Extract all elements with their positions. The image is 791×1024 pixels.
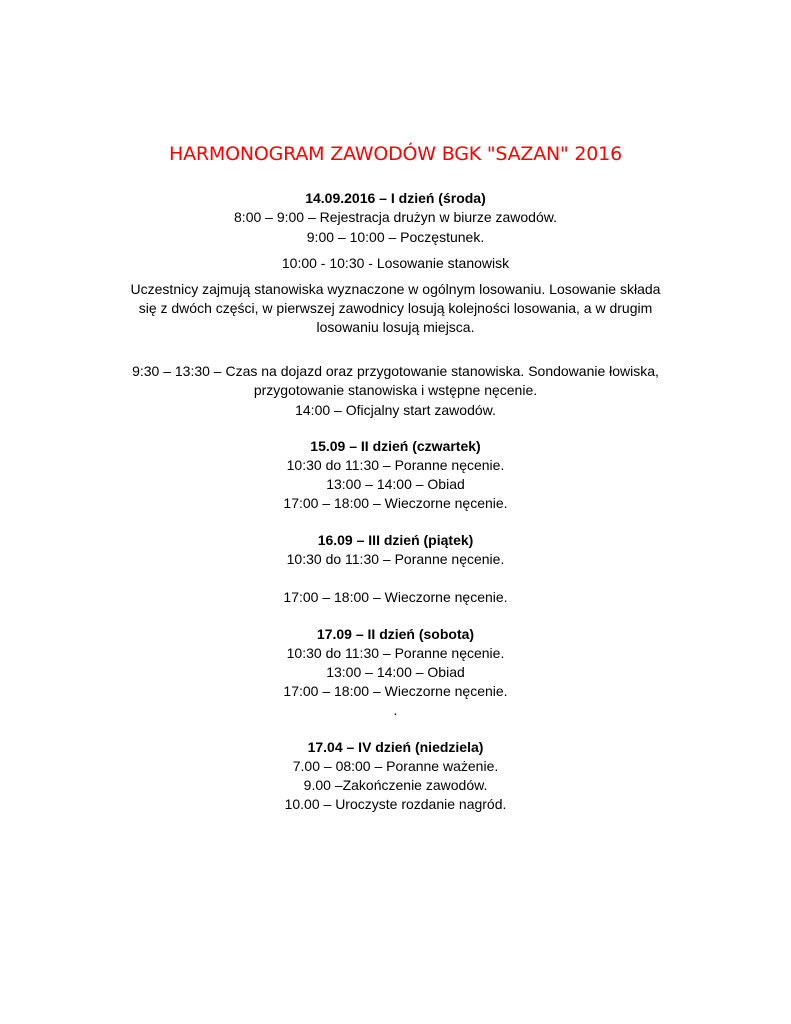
day2-line: 17:00 – 18:00 – Wieczorne nęcenie. xyxy=(283,495,508,511)
day5-heading: 17.04 – IV dzień (niedziela) xyxy=(307,739,484,755)
day3-heading: 16.09 – III dzień (piątek) xyxy=(317,532,474,548)
day5-line: 7.00 – 08:00 – Poranne ważenie. xyxy=(292,758,499,774)
day5-line: 10.00 – Uroczyste rozdanie nagród. xyxy=(284,796,507,812)
day2-line: 13:00 – 14:00 – Obiad xyxy=(326,476,465,492)
day1-prep-line: 9:30 – 13:30 – Czas na dojazd oraz przygotowanie stanowiska. Sondowanie łowiska, xyxy=(132,363,659,379)
day1-start-line: 14:00 – Oficjalny start zawodów. xyxy=(295,402,496,418)
day2-line: 10:30 do 11:30 – Poranne nęcenie. xyxy=(286,457,505,473)
day1-heading-rest: – I dzień (środa) xyxy=(375,190,486,206)
day1-draw-time: 10:00 - 10:30 - Losowanie stanowisk xyxy=(281,255,510,271)
day1-draw-desc-line: się z dwóch części, w pierwszej zawodnicy losują kolejności losowania, a w drugim xyxy=(138,300,653,316)
day4-heading: 17.09 – II dzień (sobota) xyxy=(316,626,475,642)
day4-line: 17:00 – 18:00 – Wieczorne nęcenie. xyxy=(283,683,508,699)
day1-heading xyxy=(0,189,791,208)
day1-draw-desc-line: Uczestnicy zajmują stanowiska wyznaczone w ogólnym losowaniu. Losowanie składa xyxy=(130,281,661,297)
day1-prep-line: przygotowanie stanowiska i wstępne nęcenie. xyxy=(253,382,538,398)
day1-line-registration: 8:00 – 9:00 – Rejestracja drużyn w biurze zawodów. xyxy=(234,209,557,225)
day3-line: 17:00 – 18:00 – Wieczorne nęcenie. xyxy=(283,589,508,605)
day1-draw-desc-line: losowaniu losują miejsca. xyxy=(316,319,475,335)
day4-dot: . xyxy=(393,702,398,718)
day4-line: 10:30 do 11:30 – Poranne nęcenie. xyxy=(286,645,505,661)
day1-heading-date: 14.09.2016 xyxy=(305,190,376,206)
day5-line: 9.00 –Zakończenie zawodów. xyxy=(303,777,488,793)
day3-line: 10:30 do 11:30 – Poranne nęcenie. xyxy=(286,551,505,567)
document-title: HARMONOGRAM ZAWODÓW BGK "SAZAN" 2016 xyxy=(169,143,622,165)
day4-line: 13:00 – 14:00 – Obiad xyxy=(326,664,465,680)
day2-heading: 15.09 – II dzień (czwartek) xyxy=(310,438,481,454)
day1-line-refreshments: 9:00 – 10:00 – Poczęstunek. xyxy=(306,229,485,245)
